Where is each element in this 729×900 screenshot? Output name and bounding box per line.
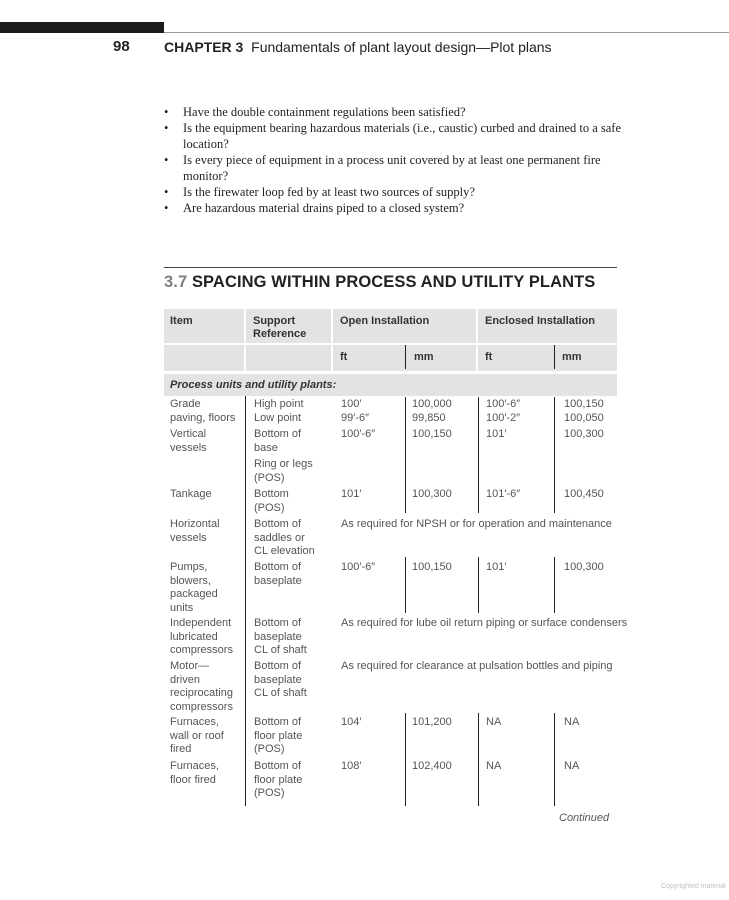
chapter-title: Fundamentals of plant layout design—Plot plans xyxy=(251,39,552,55)
header-enclosed: Enclosed Installation xyxy=(485,315,596,327)
cell-spanning-note: As required for lube oil return piping or surface condensers xyxy=(341,617,628,629)
unit-rule xyxy=(405,557,406,613)
cell-spanning-note: As required for NPSH or for operation and maintenance xyxy=(341,518,612,530)
cell-open-mm: 102,400 xyxy=(412,760,452,772)
cell-enc-ft: 100′-6″ 100′-2″ xyxy=(486,398,521,424)
cell-item: Furnaces, wall or roof fired xyxy=(170,716,224,755)
cell-enc-mm: NA xyxy=(564,716,580,728)
continued-note: Continued xyxy=(559,812,610,824)
cell-enc-ft: 101′ xyxy=(486,561,507,573)
header-enc-ft: ft xyxy=(485,351,493,363)
unit-rule xyxy=(405,345,406,369)
unit-rule xyxy=(554,345,555,369)
cell-enc-mm: 100,450 xyxy=(564,488,604,500)
cell-item: Grade paving, floors xyxy=(170,398,236,424)
unit-rule xyxy=(478,397,479,513)
header-item: Item xyxy=(170,315,193,327)
cell-support: Bottom of baseplate xyxy=(254,561,302,587)
header-open: Open Installation xyxy=(340,315,430,327)
cell-open-mm: 100,300 xyxy=(412,488,452,500)
copyright-watermark: Copyrighted material xyxy=(661,883,726,890)
cell-open-ft: 101′ xyxy=(341,488,362,500)
cell-support: Bottom of floor plate (POS) xyxy=(254,760,303,799)
section-number: 3.7 xyxy=(164,273,188,291)
list-item: • Is every piece of equipment in a process unit covered by at least one permanent fire monitor? xyxy=(164,152,624,184)
running-head xyxy=(164,39,552,55)
header-open-mm: mm xyxy=(414,351,434,363)
cell-enc-mm: NA xyxy=(564,760,580,772)
cell-support: Bottom of baseplate CL of shaft xyxy=(254,660,307,699)
column-rule xyxy=(245,396,246,806)
unit-rule xyxy=(554,397,555,513)
cell-open-ft: 100′ 99′-6″ xyxy=(341,398,369,424)
column-divider xyxy=(331,309,333,371)
spacing-table xyxy=(164,309,628,807)
cell-item: Motor— driven reciprocating compressors xyxy=(170,660,233,713)
cell-item: Horizontal vessels xyxy=(170,518,220,544)
cell-support: Bottom of floor plate (POS) xyxy=(254,716,303,755)
cell-support: Bottom of baseplate CL of shaft xyxy=(254,617,307,656)
list-item: • Are hazardous material drains piped to a closed system? xyxy=(164,200,624,216)
cell-open-mm: 101,200 xyxy=(412,716,452,728)
cell-item: Tankage xyxy=(170,488,212,500)
chapter-label: CHAPTER 3 xyxy=(164,39,244,55)
cell-support: High point Low point xyxy=(254,398,304,424)
cell-enc-mm: 100,300 xyxy=(564,428,604,440)
cell-enc-ft: NA xyxy=(486,760,502,772)
cell-support: Ring or legs (POS) xyxy=(254,458,313,484)
cell-item: Independent lubricated compressors xyxy=(170,617,233,656)
cell-open-ft: 100′-6″ xyxy=(341,561,376,573)
column-divider xyxy=(476,309,478,371)
section-rule xyxy=(164,267,617,268)
header-open-ft: ft xyxy=(340,351,348,363)
cell-spanning-note: As required for clearance at pulsation bottles and piping xyxy=(341,660,613,672)
cell-open-ft: 104′ xyxy=(341,716,362,728)
header-bar xyxy=(0,22,164,33)
unit-rule xyxy=(554,557,555,613)
cell-support: Bottom of saddles or CL elevation xyxy=(254,518,315,557)
unit-rule xyxy=(478,713,479,806)
cell-item: Furnaces, floor fired xyxy=(170,760,219,786)
header-divider xyxy=(164,343,617,345)
header-enc-mm: mm xyxy=(562,351,582,363)
list-item: • Have the double containment regulations been satisfied? xyxy=(164,104,624,120)
header-support: Support Reference xyxy=(253,315,307,340)
cell-open-mm: 100,150 xyxy=(412,428,452,440)
header-rule xyxy=(164,32,729,33)
section-title: SPACING WITHIN PROCESS AND UTILITY PLANTS xyxy=(191,273,596,291)
unit-rule xyxy=(405,397,406,513)
column-divider xyxy=(244,309,246,371)
group-label: Process units and utility plants: xyxy=(170,379,337,391)
cell-enc-ft: 101′-6″ xyxy=(486,488,521,500)
unit-rule xyxy=(478,557,479,613)
section-heading xyxy=(164,273,595,292)
unit-rule xyxy=(405,713,406,806)
cell-enc-ft: 101′ xyxy=(486,428,507,440)
checklist xyxy=(164,104,624,216)
list-item: • Is the equipment bearing hazardous materials (i.e., caustic) curbed and drained to a safe location? xyxy=(164,120,624,152)
cell-enc-ft: NA xyxy=(486,716,502,728)
page-number: 98 xyxy=(113,38,130,55)
cell-enc-mm: 100,300 xyxy=(564,561,604,573)
cell-open-ft: 108′ xyxy=(341,760,362,772)
cell-open-mm: 100,150 xyxy=(412,561,452,573)
cell-open-mm: 100,000 99,850 xyxy=(412,398,452,424)
list-item: • Is the firewater loop fed by at least two sources of supply? xyxy=(164,184,624,200)
cell-support: Bottom (POS) xyxy=(254,488,289,514)
cell-item: Vertical vessels xyxy=(170,428,207,454)
cell-enc-mm: 100,150 100,050 xyxy=(564,398,604,424)
cell-support: Bottom of base xyxy=(254,428,302,454)
cell-open-ft: 100′-6″ xyxy=(341,428,376,440)
cell-item: Pumps, blowers, packaged units xyxy=(170,561,218,614)
unit-rule xyxy=(554,713,555,806)
